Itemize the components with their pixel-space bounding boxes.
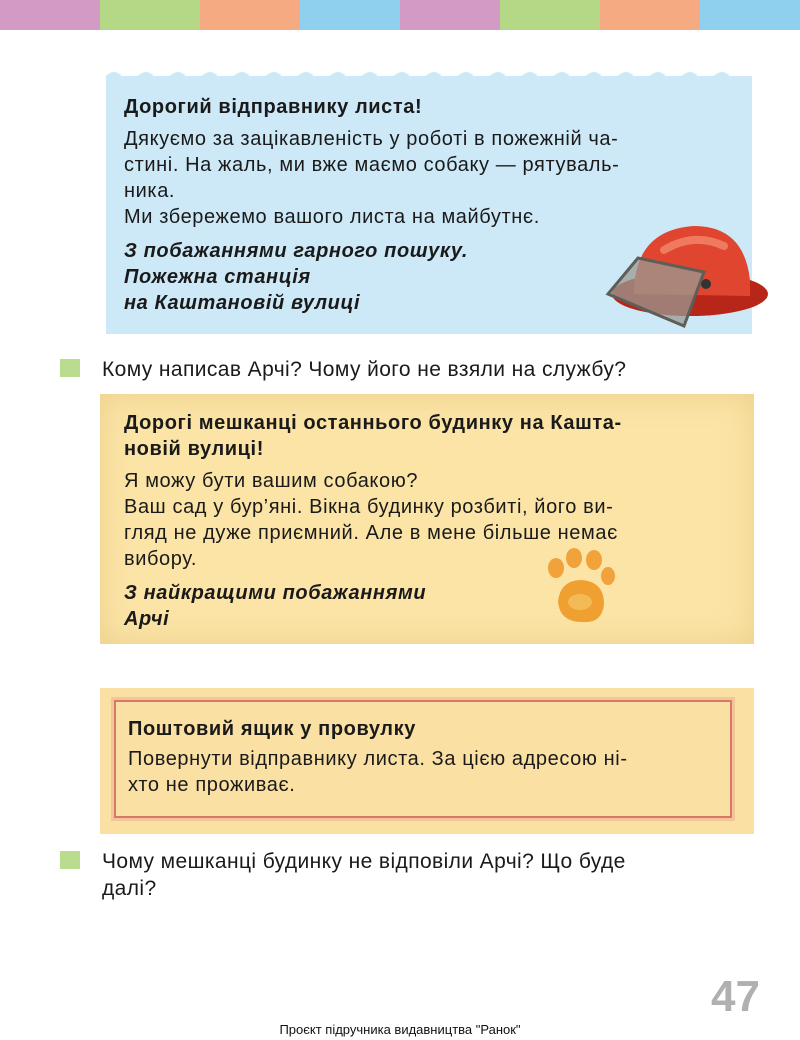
- question-text: Кому написав Арчі? Чому його не взяли на службу?: [102, 358, 627, 381]
- bullet-square: [60, 851, 80, 869]
- signature-line: З побажаннями гарного пошуку.: [124, 240, 468, 262]
- question-line: Чому мешканці будинку не відповіли Арчі? Що буде: [102, 850, 626, 873]
- note-line: хто не проживає.: [128, 774, 296, 796]
- letter-line: вибору.: [124, 548, 198, 570]
- note-title: Поштовий ящик у провулку: [128, 718, 416, 740]
- signature-line: на Каштановій вулиці: [124, 292, 361, 314]
- color-segment: [200, 0, 300, 30]
- letter-line: стині. На жаль, ми вже маємо собаку — рятуваль-: [124, 154, 620, 176]
- color-segment: [100, 0, 200, 30]
- color-segment: [0, 0, 100, 30]
- color-segment: [700, 0, 800, 30]
- fire-helmet-icon: [594, 210, 770, 334]
- top-color-bar: [0, 0, 800, 30]
- color-segment: [300, 0, 400, 30]
- letter-line: Дякуємо за зацікавленість у роботі в пожежній ча-: [124, 128, 619, 150]
- letter-line: гляд не дуже приємний. Але в мене більше немає: [124, 522, 618, 544]
- greeting-line: Дорогі мешканці останнього будинку на Кашта-: [124, 412, 622, 434]
- paw-print-icon: [540, 546, 620, 630]
- letter-line: Ваш сад у бур’яні. Вікна будинку розбиті, його ви-: [124, 496, 614, 518]
- color-segment: [600, 0, 700, 30]
- letter-line: ника.: [124, 180, 176, 202]
- signature-line: З найкращими побажаннями: [124, 582, 427, 604]
- question-1: [60, 356, 720, 383]
- page-number: 47: [711, 972, 760, 1021]
- letter-line: Ми збережемо вашого листа на майбутнє.: [124, 206, 540, 228]
- archie-letter: [100, 394, 754, 644]
- letter-greeting: Дорогий відправнику листа!: [124, 96, 423, 118]
- color-segment: [400, 0, 500, 30]
- color-segment: [500, 0, 600, 30]
- letter-greeting: [124, 410, 704, 462]
- mailbox-note: [100, 688, 754, 834]
- question-text: [102, 848, 626, 902]
- note-line: Повернути відправнику листа. За цією адресою ні-: [128, 748, 628, 770]
- bullet-square: [60, 359, 80, 377]
- question-line: далі?: [102, 877, 157, 900]
- wavy-edge: [106, 68, 752, 84]
- greeting-line: новій вулиці!: [124, 438, 264, 460]
- signature-line: Арчі: [124, 608, 170, 630]
- letter-line: Я можу бути вашим собакою?: [124, 470, 419, 492]
- question-2: [60, 848, 720, 902]
- footer-text: Проєкт підручника видавництва "Ранок": [279, 1022, 521, 1037]
- signature-line: Пожежна станція: [124, 266, 311, 288]
